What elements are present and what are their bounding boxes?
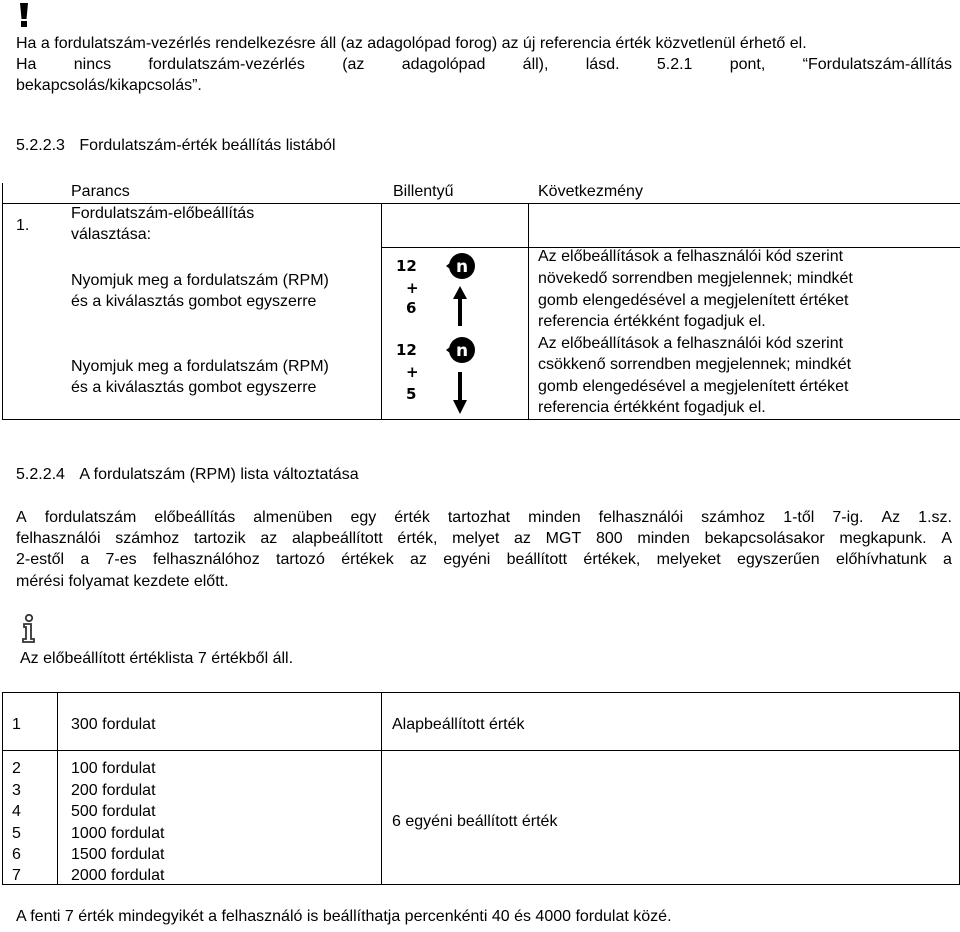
header-key: Billentyű	[393, 183, 454, 200]
table-cell-value: 1000 fordulat	[71, 824, 165, 842]
word: beállított	[506, 551, 568, 568]
word: melyet	[452, 530, 500, 547]
key-combination-down	[392, 335, 492, 417]
svg-text:n: n	[455, 257, 469, 277]
paragraph-line	[16, 551, 952, 569]
table-cell-description: Alapbeállított érték	[392, 716, 525, 733]
word: a	[80, 551, 90, 568]
table-cell-value: 200 fordulat	[71, 781, 156, 799]
paragraph-line: mérési folyamat kezdete előtt.	[16, 573, 229, 590]
command-text: Nyomjuk meg a fordulatszám (RPM)	[71, 358, 329, 375]
key-label: 6	[406, 299, 417, 317]
table-cell-value: 300 fordulat	[71, 716, 156, 733]
table-cell-value: 500 fordulat	[71, 803, 156, 820]
result-text: referencia értékként fogadjuk el.	[538, 313, 766, 330]
rpm-key-label: 12	[396, 341, 417, 359]
word: 5.2.1	[656, 56, 693, 73]
table-cell-value: 2000 fordulat	[71, 867, 165, 884]
up-arrow-icon	[452, 285, 468, 327]
word: előbeállítás	[154, 509, 236, 526]
word: lásd.	[585, 56, 620, 73]
row-number: 1.	[16, 217, 30, 234]
command-text: és a kiválasztás gombot egyszerre	[71, 293, 317, 310]
word: minden	[637, 530, 690, 547]
word: Az	[881, 509, 901, 526]
table-cell-index: 6	[12, 846, 21, 863]
word: áll),	[522, 56, 549, 73]
result-text: gomb elengedésével a megjelenített értéket	[538, 292, 849, 309]
word: adagolópad	[401, 56, 486, 73]
result-text: csökkenő sorrendben megjelennek; mindkét	[538, 356, 852, 373]
word: tartozik	[194, 530, 246, 547]
table-cell-index: 4	[12, 803, 21, 820]
word: bekapcsolásakor	[704, 530, 825, 547]
paragraph-line	[16, 56, 952, 74]
info-note: Az előbeállított értéklista 7 értékből áll.	[20, 650, 294, 667]
word: A	[16, 509, 27, 526]
word: számhoz	[115, 530, 180, 547]
select-n-icon	[442, 335, 478, 365]
table-cell-index: 7	[12, 867, 21, 884]
select-n-icon	[442, 251, 478, 281]
word: Ha	[16, 56, 37, 73]
table-cell-index: 3	[12, 781, 21, 799]
word: MGT	[545, 530, 582, 547]
word: A	[941, 530, 952, 547]
section-title: Fordulatszám-érték beállítás listából	[79, 137, 336, 154]
table-cell-index: 5	[12, 824, 21, 842]
word: 7-ig.	[832, 509, 864, 526]
header-result: Következmény	[538, 183, 643, 200]
word: 1.sz.	[918, 509, 952, 526]
table-cell-value: 1500 fordulat	[71, 846, 165, 863]
word: tartozhat	[447, 509, 511, 526]
word: melyeket	[656, 551, 721, 568]
table-cell-index: 1	[12, 716, 21, 733]
word: az	[260, 530, 278, 547]
result-text: Az előbeállítások a felhasználói kód szerint	[538, 248, 844, 265]
warning-icon	[14, 2, 34, 28]
word: felhasználói	[16, 530, 101, 547]
word: alapbeállított	[291, 530, 383, 547]
paragraph-line: Ha a fordulatszám-vezérlés rendelkezésre áll (az adagolópad forog) az új referencia érték közvetlenül érhető el.	[16, 35, 807, 52]
section-heading	[16, 137, 336, 155]
word: az	[514, 530, 531, 547]
footer-text: A fenti 7 érték mindegyikét a felhasználó is beállíthatja percenkénti 40 és 4000 fordulat közé.	[16, 908, 672, 925]
key-combination-up	[392, 249, 492, 329]
result-text: Az előbeállítások a felhasználói kód szerint	[538, 335, 844, 352]
value-table	[2, 692, 960, 885]
table-cell-description: 6 egyéni beállított érték	[392, 813, 558, 830]
word: 800	[595, 530, 623, 547]
word: minden	[528, 509, 581, 526]
intro-text: Fordulatszám-előbeállítás	[71, 205, 255, 222]
word: felhasználóhoz	[152, 551, 260, 568]
table-cell-index: 2	[12, 760, 21, 777]
word: az	[409, 551, 427, 568]
word: egyéni	[443, 551, 491, 568]
paragraph-line: bekapcsolás/kikapcsolás”.	[16, 77, 202, 94]
word: (az	[342, 56, 365, 73]
header-command: Parancs	[71, 183, 130, 200]
word: számhoz	[701, 509, 766, 526]
word: előhívhatunk	[835, 551, 927, 568]
result-text: gomb elengedésével a megjelenített értéket	[538, 378, 849, 395]
intro-text: választása:	[71, 226, 152, 243]
word: a	[943, 551, 952, 568]
word: megkapunk.	[839, 530, 927, 547]
command-text: és a kiválasztás gombot egyszerre	[71, 379, 317, 396]
section-number: 5.2.2.4	[16, 466, 65, 483]
word: fordulatszám	[44, 509, 137, 526]
word: “Fordulatszám-állítás	[802, 56, 952, 73]
paragraph-line	[16, 509, 952, 527]
key-label: 5	[406, 385, 417, 403]
svg-text:n: n	[455, 341, 469, 361]
section-number: 5.2.2.3	[16, 137, 65, 154]
word: egyszerűen	[736, 551, 820, 568]
word: nincs	[73, 56, 112, 73]
plus-sign: +	[406, 363, 419, 381]
word: almenüben	[253, 509, 333, 526]
word: felhasználói	[598, 509, 684, 526]
command-table	[2, 183, 960, 420]
section-title: A fordulatszám (RPM) lista változtatása	[79, 466, 359, 483]
paragraph-line	[16, 530, 952, 548]
word: fordulatszám-vezérlés	[148, 56, 305, 73]
plus-sign: +	[406, 279, 419, 297]
word: 2-estől	[16, 551, 65, 568]
word: pont,	[729, 56, 766, 73]
word: 1-től	[783, 509, 815, 526]
word: érték,	[397, 530, 438, 547]
rpm-key-label: 12	[396, 257, 417, 275]
result-text: referencia értékként fogadjuk el.	[538, 399, 766, 416]
result-text: növekedő sorrendben megjelennek; mindkét	[538, 270, 853, 287]
section-heading	[16, 466, 359, 484]
command-text: Nyomjuk meg a fordulatszám (RPM)	[71, 272, 329, 289]
word: értékek	[341, 551, 394, 568]
down-arrow-icon	[452, 371, 468, 415]
word: értékek,	[583, 551, 641, 568]
word: egy	[350, 509, 377, 526]
word: érték	[394, 509, 430, 526]
word: tartozó	[276, 551, 325, 568]
word: 7-es	[105, 551, 137, 568]
info-icon	[20, 614, 38, 644]
table-cell-value: 100 fordulat	[71, 760, 156, 777]
